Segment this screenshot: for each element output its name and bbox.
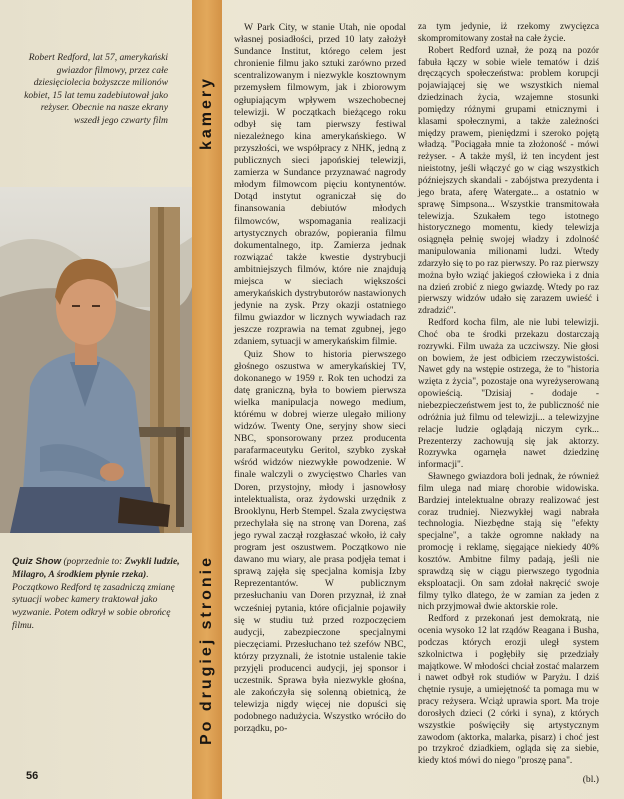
col2-paragraph-1: za tym jedynie, iż rzekomy zwycięzca skompromitowany został na całe życie. bbox=[418, 22, 599, 44]
col2-paragraph-4: Sławnego gwiazdora boli jednak, że również film ulega nad miarę chorobie widowiska. Bardziej intelektualne obrazy realizować jest coraz trudniej. Niezwykłej wagi nabrała technologia. Niezbędne stają się "efekty specjalne", a także ogromne nakłady na promocję i reklamę, sięgające niekiedy 40% kosztów. Ambitne filmy padają, jeśli nie sprawdzą się w ciągu pierwszego tygodnia eksploatacji. On sam zdołał nakręcić swoje filmy tylko dlatego, że w zamian za jeden z nich przyjmował dwie aktorskie role. bbox=[418, 472, 599, 613]
caption-film-title: Quiz Show bbox=[12, 556, 62, 567]
col1-paragraph-2: Quiz Show to historia pierwszego głośnego oszustwa w amerykańskiej TV, dokonanego w 1959 r. Rok ten uchodzi za datę graniczną, była to bowiem pierwsza wielka manipulacja nowego medium, którému w dobrej wierze ulegało miliony widzów. Twenty One, seryjny show sieci NBC, sponsorowany przez producenta parafarmaceutyku Geritol, szybko zyskał wśród widzów niezwykłe powodzenie. W finale walczyli o zwycięstwo Charles van Doren, przystojny, młody i jasnowłosy intelektualista, oraz żydowski urzędnik z Brooklynu, Herb Stempel. Szala zwycięstwa przechylała się na stronę van Dorena, zaś jego rywal zaczął rozgłaszać wkoło, iż cały program jest oszustwem. Początkowo nie dawano mu wiary, ale prasa podjęła temat i sprawą zajęła się specjalna komisja Izby Reprezentantów. W publicznym przesłuchaniu van Doren przyznał, iż znał wcześniej pytania, które oficjalnie pojawiły się w studiu tuż przed rozpoczęciem audycji, zabezpieczone specjalnymi pieczęciami. Przesłuchano też szefów NBC, którzy przyznali, że istotnie ustalenie takie przyjęli producenci audycji, jej sponsor i uczestnik. Sprawa była niezwykle głośna, ale zakończyła się solenną obietnicą, że telewizja nigdy więcej nie dopuści się podobnego nadużycia. Wszystko wróciło do porządku, po- bbox=[234, 348, 406, 735]
strip-label-bottom bbox=[193, 520, 221, 780]
col2-paragraph-2: Robert Redford uznał, że pozą na pozór fabuła łączy w sobie wiele tematów i dziś dręczących społeczeństwa: problem korupcji pojawiającej się we wszystkich niemal dziedzinach życia, wzajemne stosunki pomiędzy różnymi grupami etnicznymi i klasami społecznymi, a także zależności między prawem, pieniędzmi i szeroko pojętą władzą. "Pociągała mnie ta złożoność - mówi reżyser. - A także myśl, iż ten incydent jest nieistotny, jeśli włączyć go w ciąg wszystkich późniejszych skandali - zabójstwa prezydenta i jego brata, aferę Watergate... a ostatnio w sprawę Simpsona... Wszystkie transmitowała telewizja. Szukałem tego istotnego historycznego momentu, kiedy telewizja osiągnęła pełnię swojej władzy i zdolność manipulowania milionami ludzi. Wtedy zdarzyło się to po raz pierwszy. Po raz pierwszy można było wziąć jakiegoś człowieka i z dnia na dzień zrobić z niego gwiazdę. Wtedy po raz pierwszy widzów udało się zarazem uwieść i zdradzić". bbox=[418, 45, 599, 317]
caption-films: Zwykli ludzie, Milagro, A środkiem płynie rzeka) bbox=[12, 556, 180, 580]
strip-label-kamery: kamery bbox=[198, 75, 215, 151]
article-column-1 bbox=[234, 22, 406, 736]
strip-label-po-drugiej-stronie: Po drugiej stronie bbox=[198, 554, 215, 746]
col1-paragraph-1: W Park City, w stanie Utah, nie opodal własnej posiadłości, przed 10 laty założył Sundance Institut, którego celem jest chronienie filmu jako sztuki zarówno przed scentralizowanym i niezwykle kosztownym przemysłem filmowym, jak i zbiorowym ogłupiającym wpływem wszechobecnej telewizji. W początkach bieżącego roku odbył się tam pierwszy festiwal niezależnego kina amerykańskiego. W przyszłości, we współpracy z NHK, jedną z publicznych sieci japońskiej telewizji, zamierza w Sundance przyznawać nagrody młodym filmowcom pięciu kontynentów. Dotąd instytut ograniczał się do finansowania debiutów młodych filmowców, wspomagania realizacji artystycznych obrazów, popierania filmu dokumentalnego, itp. Zamierza jednak rozwiązać także kwestie dystrybucji ambitniejszych filmów, które nie znajdują miejsca w sieciach większości amerykańskich dystrybutorów nastawionych jedynie na zysk. Przy okazji ostatniego filmu gwiazdor w licznych wywiadach raz jeszcze rozprawia na temat zgubnej, jego zdaniem, sytuacji w amerykańskim filmie. bbox=[234, 22, 406, 348]
photo-illustration bbox=[0, 187, 192, 533]
author-signature: (bl.) bbox=[582, 774, 599, 786]
caption-top: Robert Redford, lat 57, amerykański gwiazdor filmowy, przez całe dziesięciolecia bożyszcze milionów kobiet, 15 lat temu zadebiutował jako reżyser. Obecnie na nasze ekrany wszedł jego czwarty film bbox=[24, 52, 168, 126]
caption-bottom bbox=[12, 556, 182, 633]
page-number: 56 bbox=[26, 770, 39, 782]
col2-paragraph-3: Redford kocha film, ale nie lubi telewizji. Choć oba te środki przekazu dostarczają rozrywki. Film uważa za uczciwszy. Nie głosi on bowiem, że jest odbiciem rzeczywistości. Nawet gdy na wstępie ostrzega, że to "historia wzięta z życia", pozostaje ona wyreżyserowaną opowieścią. "Dzisiaj - dodaje - niebezpieczeństwem jest to, że publiczność nie odróżnia już filmu od telewizji... a telewizyjne relacje ludzie oglądają niczym cyrk... Prezenterzy zachowują się jak aktorzy. Rozrywka ogarnęła nawet dziedzinę informacji". bbox=[418, 318, 599, 471]
article-column-2 bbox=[418, 22, 599, 786]
photo-robert-redford bbox=[0, 187, 192, 533]
col2-paragraph-5: Redford z przekonań jest demokratą, nie ocenia wysoko 12 lat rządów Reagana i Busha, podczas których erozji uległ system szkolnictwa i pogłębiły się przedziały majątkowe. W młodości chciał zostać malarzem i nawet odbył rok studiów w Paryżu. I dziś chętnie rysuje, a umiejętność ta pomaga mu w pracy reżysera. Wciąż uprawia sport. Ma troje dorosłych dzieci (2 córki i syna), z których wszystkie poświęciły się artystycznym zawodom (aktorka, malarka, pisarz) i choć jest po trzykroć dziadkiem, ogląda się za siebie, kiedy ktoś mówi do niego "proszę pana". bbox=[418, 614, 599, 767]
caption-part1: (poprzednie to: bbox=[61, 556, 125, 567]
caption-part2: . Początkowo Redford tę zasadniczą zmianę sytuacji wobec kamery traktował jako wyzwanie. Potem odkrył w sobie obrońcę filmu. bbox=[12, 568, 175, 631]
strip-label-top bbox=[193, 73, 221, 153]
